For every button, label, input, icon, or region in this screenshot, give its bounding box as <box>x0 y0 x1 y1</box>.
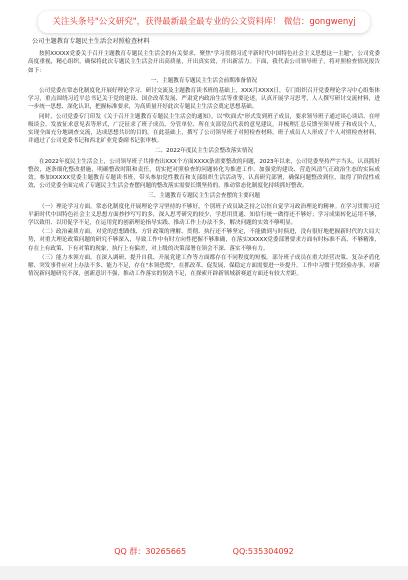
banner-text: 关注头条号"公文研究"，获得最新最全最专业的公文资料库！ 微信：gongwenyj <box>38 11 369 33</box>
section-heading: 二、2022年度民主生活会整改落实情况 <box>154 148 254 155</box>
paragraph: （三）能力本领方面。在深入调研、提升自我、开展党建工作等方面都存在不同程度的短板。部分班子成员在重大经营决策、复杂矛盾化解、突发事件应对上办法不多、能力不足，存在"本领恐慌"，在抓改革、促发展、保稳定方面需要进一步提升。工作中习惯于凭经验办事，对新情况新问题研究不深，创新意识不强，推动工作落实的韧劲不足，在探索开辟新领域新赛道方面还有较大差距。 <box>28 254 380 278</box>
paragraph: 公司党委在常态化制度化开展好理论学习、研讨交流及主题教育读书班的基础上，XXX月XXXX日，专门组织召开党委理论学习中心组集体学习，重点围绕习近平总书记关于党的建设、国企改革发展、严肃党内政治生活等重要论述，认真开展学习思考，人人撰写研讨交流材料，进一步统一思想、深化认识，把握标准要求，为高质量开好此次专题民主生活会奠定思想基础。 <box>28 88 380 111</box>
bottom-bar <box>0 566 408 580</box>
paragraph: （二）政治素质方面。对党的思想路线、方针政策的理解、贯彻、执行还不够坚定，不能做到与时俱进，没有很好地把握新时代的大局大势，对重大理论政策问题的研究不够深入，导致工作中有时方向性把握不够准确，在落实XXXXX党委部署要求方面有时标准不高、不够精准，存在上有政策、下有对策的现象，执行上有偏差，对上级的决策部署在领会不深、落实不够有力。 <box>28 229 380 252</box>
paragraph: 同时，公司党委专门印发《关于召开主题教育专题民主生活会的通知》，以"吹面式"形式发到班子成员，要求领导班子通过谈心谈话、在呼吸谈会、发放征求意见表等形式，广泛征求了班子成员、分管单位、所在支部党员代表的意见建议，并梳理汇总反馈至领导班子和成员个人，实现全面充分地调查交流，达成思想共识的目的。在此基础上，撰写了公司领导班子对照检查材料，班子成员人人形成了个人对照检查材料，并通过了公司党委书记和西北矿业党委副书记张审核。 <box>28 113 380 145</box>
footer-contact <box>0 546 408 557</box>
paragraph: （一）理论学习方面。常态化制度化开展理论学习坚持的不够好，个别班子成员缺乏持之以恒自觉学习政治理论的精神。在学习贯彻习近平新时代中国特色社会主义思想方面抄抄写写的多，深入思考研究的较少，学思用贯通、知信行统一做得还不够好；学习成果转化运用不够，学以致用、以用促学不足，在运用党的创新理论指导实践、推动工作上办法不多，解决问题的实效不够明显。 <box>28 203 380 227</box>
top-banner <box>0 8 408 30</box>
paragraph: 按照XXXXX党委关于召开主题教育专题民主生活会的有关要求，聚焦"学习贯彻习近平新时代中国特色社会主义思想这一主题"，公司党委高度重视，精心组织，确保将此次专题民主生活会开出高质量，开出真实效，开出新活力。下面，我代表公司领导班子，将对照检查情况报告如下： <box>28 51 380 74</box>
section-heading: 一、主题教育专题民主生活会前期准备情况 <box>150 77 258 84</box>
qq-number: QQ:535304092 <box>232 547 294 556</box>
section-heading: 三、主题教育专题民主生活会查摆的主要问题 <box>148 193 260 200</box>
document-page <box>28 34 380 544</box>
document-body <box>28 50 380 278</box>
paragraph: 在2022年度民主生活会上，公司领导班子共排查出XXX个方面XXXX条需要整改的问题，2023年以来，公司党委坚持严字当头，认真抓好整改，逐条细化整改措施，明确整改时限和责任，切实把对照检查的问题转化为推进工作、加强党的建设、营造风清气正政治生态的实际成效。参加XXXXX党委主题教育专题读书班，带头参加党性教育和支部组织生活活动等，认真研究部署，确保问题整改到位，取得了阶段性成效，公司党委全面完成了专题民主生活会查摆问题的整改落实需要长期坚持的，推动常态化制度化持续抓好整改。 <box>28 158 380 190</box>
qq-group: QQ 群：30265665 <box>114 547 187 556</box>
document-title: 公司主题教育专题民主生活会对照检查材料 <box>32 38 150 45</box>
